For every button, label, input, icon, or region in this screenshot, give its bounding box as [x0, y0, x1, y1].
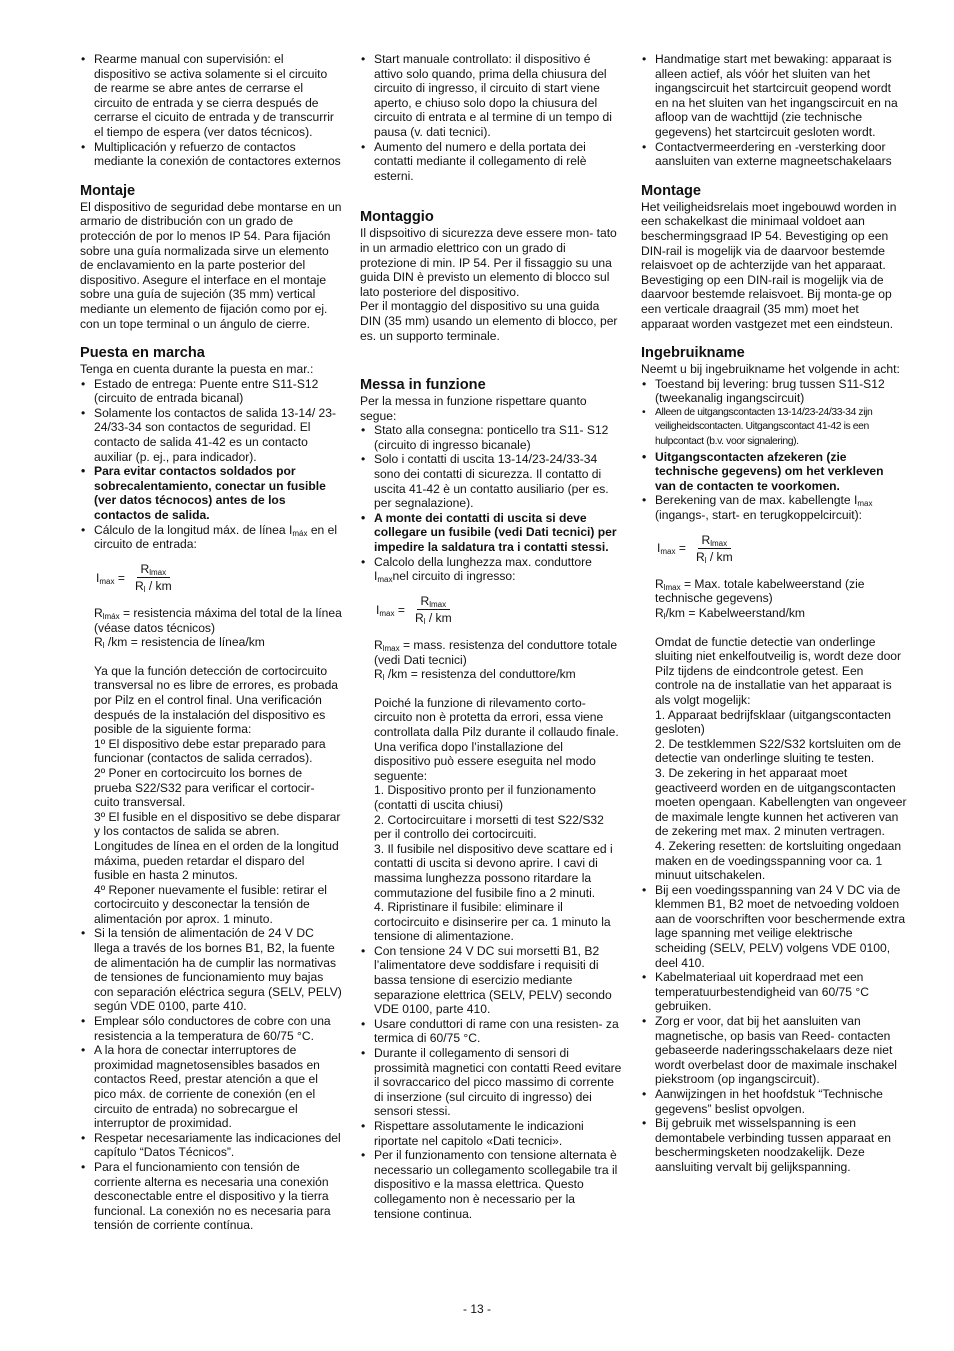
- commissioning-list: [80, 377, 342, 552]
- formula-fraction: [692, 533, 737, 565]
- column-italian: [360, 52, 622, 1221]
- paragraph-intro: Tenga en cuenta durante la puesta en mar.:: [80, 362, 314, 377]
- definition-rlmax: $R_{lmáx}$ = resistencia máxima del total de la línea (véase datos técnicos): [94, 606, 342, 635]
- commissioning-list: [360, 423, 622, 584]
- formula-numerator: $R_{lmax}$: [137, 562, 171, 579]
- verification-step-4: 4º Reponer nuevamente el fusible: retirar el cortocircuito y desconectar la tensión de alimentación por aprox. 1 minuto.: [94, 882, 327, 926]
- list-item: • Stato alla consegna: ponticello tra S11- S12 (circuito di ingresso bicanale): [360, 423, 622, 452]
- section-heading-montaje: Montaje: [80, 182, 136, 199]
- commissioning-list: [641, 377, 907, 523]
- paragraph-intro: Neemt u bij ingebruikname het volgende in acht:: [641, 362, 900, 377]
- definition-rlmax: $R_{lmax}$ = mass. resistenza del conduttore totale (vedi Dati tecnici): [374, 638, 618, 667]
- list-item-calculation: • Cálculo de la longitud máx. de línea $I_{máx}$ en el circuito de entrada:: [80, 523, 342, 552]
- cable-length-formula: [360, 594, 622, 626]
- formula-fraction: [131, 562, 176, 594]
- column-spanish: [80, 52, 342, 1233]
- list-item-calculation: • Calcolo della lunghezza max. conduttore $I_{max}nel$ circuito di ingresso:: [360, 555, 622, 584]
- list-item: • Zorg er voor, dat bij het aansluiten van magnetische, op basis van Reed- contacten gebaseerde naderingsschakelaars deze niet wordt overbelast door de maximale inschakel piekstroom (op ingangscircuit).: [641, 1014, 907, 1087]
- notes-list: [360, 944, 622, 1221]
- definition-rl: $R_l$ /km = resistencia de línea/km: [94, 635, 265, 651]
- formula-denominator: $R_l$ / km: [134, 579, 172, 595]
- definition-rlmax: $R_{lmax}$ = Max. totale kabelweerstand (zie technische gegevens): [655, 576, 865, 606]
- formula-lhs: $I_{max}$ =: [96, 570, 125, 586]
- section-heading-puesta-en-marcha: Puesta en marcha: [80, 345, 205, 362]
- verification-step-3: 3º El fusible en el dispositivo se debe disparar y los contactos de salida se abren. Longitudes de línea en el orden de la longitud máxima, pueden retardar el disparo del fusible en hasta 2 minutos.: [94, 809, 341, 883]
- list-item: • Con tensione 24 V DC sui morsetti B1, B2 l’alimentatore deve soddisfare i requisiti di bassa tensione di esercizio mediante separazione elettrica (SELV, PELV) secondo VDE 0100, parte 410.: [360, 944, 622, 1017]
- list-item: • Bij gebruik met wisselspanning is een demontabele verbinding tussen apparaat en beschermingsketen noodzakelijk. Deze aansluiting vervalt bij gelijkspanning.: [641, 1116, 907, 1174]
- intro-list: [641, 52, 907, 169]
- list-item: • Alleen de uitgangscontacten 13-14/23-24/33-34 zijn veiligheidscontacten. Uitgangscontact 41-42 is een hulpcontact (b.v. voor signalering).: [641, 406, 907, 450]
- verification-step-2: 2. Cortocircuitare i morsetti di test S22/S32 per il controllo dei cortocircuiti.: [374, 812, 604, 842]
- list-item: • Respetar necesariamente las indicaciones del capítulo “Datos Técnicos”.: [80, 1131, 342, 1160]
- intro-list: [360, 52, 622, 183]
- verification-step-3: 3. Il fusibile nel dispositivo deve scattare ed i contatti di uscita si devono aprire. I cavi di massima lunghezza possono ritardare la commutazione del fusibile fino a 2 minuti.: [374, 841, 613, 900]
- list-item: • Kabelmateriaal uit koperdraad met een temperatuurbestendigheid van 60/75 °C gebruiken.: [641, 970, 907, 1014]
- list-item: • Emplear sólo conductores de cobre con una resistencia a la temperatura de 60/75 °C.: [80, 1014, 342, 1043]
- verification-step-1: 1º El dispositivo debe estar preparado para funcionar (contactos de salida cerrados).: [94, 736, 326, 766]
- list-item: • A la hora de conectar interruptores de proximidad magnetosensibles basados en contactos Reed, prestar atención a que el pico máx. de corriente de conexión (en el circuito de entrada) no sobrecargue el interruptor de proximidad.: [80, 1043, 342, 1131]
- list-item: • Toestand bij levering: brug tussen S11-S12 (tweekanalig ingangscircuit): [641, 377, 907, 406]
- paragraph-montage: Het veiligheidsrelais moet ingebouwd worden in een schakelkast die minimaal voldoet aan beschermingsgraad IP 54. Bevestiging op een DIN-rail is mogelijk via de daarvoor bestemde relaisvoet op de achterzijde van het apparaat. Bevestiging op een DIN-rail is mogelijk via de daarvoor bestemde relaisvoet. Bij monta-ge op een verticale draagrail (35 mm) moet het apparaat worden vastgezet met een eindsteun.: [641, 199, 897, 331]
- list-item-warning: • Uitgangscontacten afzekeren (zie technische gegevens) om het verkleven van de contacten te voorkomen.: [641, 450, 907, 494]
- formula-definitions: [641, 577, 907, 883]
- cable-length-formula: [80, 562, 342, 594]
- formula-fraction: [411, 594, 456, 626]
- list-item: • Bij een voedingsspanning van 24 V DC via de klemmen B1, B2 moet de netvoeding voldoen aan de voorschriften voor beschermende extra lage spanning met veilige elektrische scheiding (SELV, PELV) volgens VDE 0100, deel 410.: [641, 883, 907, 971]
- formula-denominator: $R_l$ / km: [695, 550, 733, 566]
- paragraph-montaggio: Il dispsoitivo di sicurezza deve essere mon- tato in un armadio elettrico con un grado di protezione di min. IP 54. Per il fissaggio su una guida DIN è previsto un elemento di blocco sul lato posteriore del dispositivo.: [360, 226, 617, 299]
- formula-definitions: [360, 638, 622, 944]
- list-item: • Handmatige start met bewaking: apparaat is alleen actief, als vóór het sluiten van het ingangscircuit het startcircuit geopend wordt en na het sluiten van het ingangscircuit en na afloop van de wachttijd (zie technische gegevens) het startcircuit gesloten wordt.: [641, 52, 907, 140]
- list-item: • Durante il collegamento di sensori di prossimità magnetici con contatti Reed evitare il sovraccarico del picco massimo di corrente di inserzione (sul circuito di ingresso) dei sensori stessi.: [360, 1046, 622, 1119]
- definition-rl: $R_l/km$ = Kabelweerstand/km: [655, 606, 805, 621]
- paragraph-intro: Per la messa in funzione rispettare quanto segue:: [360, 394, 587, 423]
- formula-numerator: $R_{lmax}$: [698, 533, 732, 550]
- verification-step-2: 2º Poner en cortocircuito los bornes de prueba S22/S32 para verificar el cortocir- cuito transversal.: [94, 765, 315, 810]
- notes-list: [80, 926, 342, 1232]
- paragraph-verification: Poiché la funzione di rilevamento corto- circuito non è protetta da errori, essa viene controllata dalla Pilz durante il collaudo finale. Una verifica dopo l’installazione del dispositivo può essere eseguita nel modo seguente:: [374, 695, 619, 783]
- list-item: • Start manuale controllato: il dispositivo é attivo solo quando, prima della chiusura del circuito di ingresso, il circuito di start viene aperto, e chiuso solo dopo la chiusura del circuito di entrata e al termine di un tempo di pausa (v. dati tecnici).: [360, 52, 622, 140]
- formula-denominator: $R_l$ / km: [414, 611, 452, 627]
- verification-step-1: 1. Dispositivo pronto per il funzionamento (contatti di uscita chiusi): [374, 783, 596, 812]
- list-item: • Si la tensión de alimentación de 24 V DC llega a través de los bornes B1, B2, la fuente de alimentación ha de cumplir las normativas de tensiones de funcionamiento muy bajas con separación eléctrica segura (SELV, PELV) según VDE 0100, parte 410.: [80, 926, 342, 1014]
- list-item: • Multiplicación y refuerzo de contactos mediante la conexión de contactores externos: [80, 140, 342, 169]
- verification-step-3: 3. De zekering in het apparaat moet geactiveerd worden en de uitgangscontacten moeten opengaan. Kabellengten van ongeveer de maximale lengte kunnen het activeren van de zekering met max. 2 minuten vertragen.: [655, 765, 907, 839]
- paragraph-verification: Ya que la función detección de cortocircuito transversal no es libre de errores, es probada por Pilz en el control final. Una verificación después de la instalación del dispositivo es posible de la siguiente forma:: [94, 663, 339, 737]
- formula-lhs: $I_{max}$ =: [376, 602, 405, 618]
- section-heading-montaggio: Montaggio: [360, 209, 434, 226]
- section-heading-messa-in-funzione: Messa in funzione: [360, 377, 486, 394]
- formula-lhs: $I_{max}$ =: [657, 541, 686, 557]
- section-heading-ingebruikname: Ingebruikname: [641, 345, 745, 362]
- list-item: • Aanwijzingen in het hoofdstuk “Technische gegevens” beslist opvolgen.: [641, 1087, 907, 1116]
- paragraph-verification: Omdat de functie detectie van onderlinge sluiting niet enkelfoutveilig is, wordt deze door Pilz tijdens de eindcontrole getest. Een controle na de installatie van het apparaat is als volgt mogelijk:: [655, 634, 902, 707]
- list-item: • Contactvermeerdering en -versterking door aansluiten van externe magneetschakelaars: [641, 140, 907, 169]
- list-item: • Per il funzionamento con tensione alternata è necessario un collegamento scollegabile tra il dispositivo e la massa elettrica. Questo collegamento non è necessario per la tensione continua.: [360, 1148, 622, 1221]
- list-item: • Aumento del numero e della portata dei contatti mediante il collegamento di relè esterni.: [360, 140, 622, 184]
- list-item: • Rispettare assolutamente le indicazioni riportate nel capitolo «Dati tecnici».: [360, 1119, 622, 1148]
- verification-step-4: 4. Ripristinare il fusibile: eliminare il cortocircuito e disinserire per ca. 1 minuto la tensione di alimentazione.: [374, 900, 611, 944]
- column-dutch: [641, 52, 907, 1175]
- list-item: • Usare conduttori di rame con una resisten- za termica di 60/75 °C.: [360, 1017, 622, 1046]
- formula-numerator: $R_{lmax}$: [417, 594, 451, 611]
- verification-step-1: 1. Apparaat bedrijfsklaar (uitgangscontacten gesloten): [655, 707, 891, 737]
- list-item-calculation: • Berekening van de max. kabellengte $I_{max}$ (ingangs-, start- en terugkoppelcircuit):: [641, 493, 907, 522]
- list-item: • Rearme manual con supervisión: el dispositivo se activa solamente si el circuito de rearme se abre antes de cerrarse el circuito de entrada y se cierra después de cerrarse el cicuito de entrada y de transcurrir el tiempo de espera (ver datos técnicos).: [80, 52, 342, 140]
- formula-definitions: [80, 606, 342, 926]
- paragraph-montaggio-din: Per il montaggio del dispositivo su una guida DIN (35 mm) usando un elemento di blocco, per es. un supporto terminale.: [360, 299, 618, 343]
- cable-length-formula: [641, 533, 907, 565]
- verification-step-2: 2. De testklemmen S22/S32 kortsluiten om de detectie van onderlinge sluiting te testen.: [655, 736, 902, 766]
- page-number: - 13 -: [462, 1302, 491, 1316]
- verification-step-4: 4. Zekering resetten: de kortsluiting ongedaan maken en de voedingsspanning voor ca. 1 minuut uitschakelen.: [655, 838, 902, 883]
- definition-rl: $R_l$ /km = resistenza del conduttore/km: [374, 667, 576, 683]
- intro-list: [80, 52, 342, 169]
- list-item: • Para el funcionamiento con tensión de corriente alterna es necesaria una conexión desconectable entre el dispositivo y la tierra funcional. La conexión no es necesaria para tensión de corriente contínua.: [80, 1160, 342, 1233]
- notes-list: [641, 883, 907, 1175]
- list-item-warning: • Para evitar contactos soldados por sobrecalentamiento, conectar un fusible (ver datos técnocos) antes de los contactos de salida.: [80, 464, 342, 522]
- list-item-warning: • A monte dei contatti di uscita si deve collegare un fusibile (vedi Dati tecnici) per impedire la saldatura tra i contatti stessi.: [360, 511, 622, 555]
- paragraph-montaje: El dispositivo de seguridad debe montarse en un armario de distribución con un grado de protección de por lo menos IP 54. Para fijación sobre una guía normalizada sirve un elemento de enclavamiento en la parte posterior del dispositivo. Asegure el interface en el montaje sobre una guía de sujeción (35 mm) vertical mediante un elemento de fijación como por ej. con un tope terminal o un ángulo de cierre.: [80, 199, 342, 331]
- list-item: • Estado de entrega: Puente entre S11-S12 (circuito de entrada bicanal): [80, 377, 342, 406]
- section-heading-montage: Montage: [641, 182, 701, 199]
- list-item: • Solamente los contactos de salida 13-14/ 23-24/33-34 son contactos de seguridad. El contacto de salida 41-42 es un contacto auxiliar (p. ej., para indicador).: [80, 406, 342, 464]
- list-item: • Solo i contatti di uscita 13-14/23-24/33-34 sono dei contatti di sicurezza. Il contatto di uscita 41-42 è un contatto ausiliario (per es. per segnalazione).: [360, 452, 622, 510]
